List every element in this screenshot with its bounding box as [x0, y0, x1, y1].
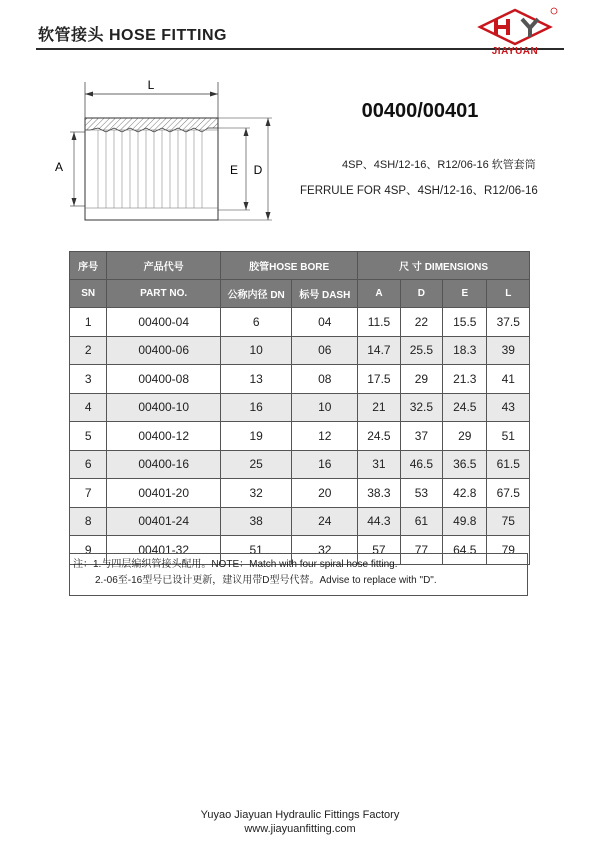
table-cell: 36.5	[443, 450, 487, 479]
table-cell: 17.5	[358, 365, 400, 394]
table-cell: 32	[292, 536, 358, 565]
table-cell: 77	[400, 536, 442, 565]
header-l: L	[487, 280, 530, 308]
table-cell: 25	[221, 450, 292, 479]
table-cell: 04	[292, 308, 358, 337]
table-cell: 51	[221, 536, 292, 565]
table-cell: 00400-10	[107, 393, 221, 422]
table-cell: 64.5	[443, 536, 487, 565]
header-part-no: PART NO.	[107, 280, 221, 308]
table-cell: 32	[221, 479, 292, 508]
table-cell: 57	[358, 536, 400, 565]
table-cell: 20	[292, 479, 358, 508]
header-e: E	[443, 280, 487, 308]
table-cell: 32.5	[400, 393, 442, 422]
table-cell: 10	[221, 336, 292, 365]
footer	[0, 808, 600, 836]
table-cell: 24	[292, 507, 358, 536]
header-dimensions: 尺 寸 DIMENSIONS	[358, 252, 530, 280]
table-cell: 43	[487, 393, 530, 422]
table-cell: 61.5	[487, 450, 530, 479]
table-row	[70, 450, 530, 479]
header-sn-cn: 序号	[70, 252, 107, 280]
table-cell: 16	[292, 450, 358, 479]
spec-table	[69, 251, 530, 565]
table-cell: 21	[358, 393, 400, 422]
dim-label-e: E	[229, 163, 239, 177]
table-cell: 29	[400, 365, 442, 394]
table-cell: 00401-20	[107, 479, 221, 508]
footer-website: www.jiayuanfitting.com	[244, 823, 356, 835]
header-dash: 标号 DASH	[292, 280, 358, 308]
table-cell: 4	[70, 393, 107, 422]
table-cell: 00400-12	[107, 422, 221, 451]
table-cell: 67.5	[487, 479, 530, 508]
brand-name: JIAYUAN	[491, 46, 539, 57]
table-cell: 00400-06	[107, 336, 221, 365]
table-row	[70, 507, 530, 536]
dim-label-d: D	[253, 163, 263, 177]
ferrule-drawing	[50, 70, 285, 240]
table-cell: 1	[70, 308, 107, 337]
table-cell: 7	[70, 479, 107, 508]
header-a: A	[358, 280, 400, 308]
table-cell: 2	[70, 336, 107, 365]
brand-logo	[470, 6, 560, 48]
table-cell: 5	[70, 422, 107, 451]
table-cell: 15.5	[443, 308, 487, 337]
table-cell: 21.3	[443, 365, 487, 394]
table-cell: 00401-24	[107, 507, 221, 536]
dim-label-a: A	[54, 160, 64, 174]
table-row	[70, 422, 530, 451]
table-row	[70, 308, 530, 337]
table-row	[70, 393, 530, 422]
table-cell: 00400-08	[107, 365, 221, 394]
table-cell: 00401-32	[107, 536, 221, 565]
note-2: 2.-06至-16型号已设计更新，建议用带D型号代替。Advise to replace with "D".	[95, 575, 437, 586]
table-cell: 18.3	[443, 336, 487, 365]
table-cell: 11.5	[358, 308, 400, 337]
table-cell: 08	[292, 365, 358, 394]
header-sn: SN	[70, 280, 107, 308]
note-1: 注：1.与四层编织管接头配用。NOTE：Match with four spiral hose fitting.	[73, 559, 398, 570]
table-cell: 00400-16	[107, 450, 221, 479]
dim-label-l: L	[147, 78, 155, 92]
table-cell: 29	[443, 422, 487, 451]
table-cell: 13	[221, 365, 292, 394]
page-title: 软管接头 HOSE FITTING	[38, 27, 227, 44]
model-number: 00400/00401	[361, 100, 479, 122]
table-cell: 22	[400, 308, 442, 337]
table-cell: 38.3	[358, 479, 400, 508]
table-cell: 8	[70, 507, 107, 536]
table-cell: 41	[487, 365, 530, 394]
header-d: D	[400, 280, 442, 308]
table-cell: 51	[487, 422, 530, 451]
header-part-cn: 产品代号	[107, 252, 221, 280]
table-cell: 37.5	[487, 308, 530, 337]
header-dn: 公称内径 DN	[221, 280, 292, 308]
table-cell: 31	[358, 450, 400, 479]
table-cell: 44.3	[358, 507, 400, 536]
table-cell: 49.8	[443, 507, 487, 536]
table-cell: 06	[292, 336, 358, 365]
table-cell: 75	[487, 507, 530, 536]
table-cell: 19	[221, 422, 292, 451]
table-cell: 53	[400, 479, 442, 508]
table-cell: 79	[487, 536, 530, 565]
table-cell: 9	[70, 536, 107, 565]
table-cell: 37	[400, 422, 442, 451]
table-row	[70, 336, 530, 365]
table-cell: 24.5	[443, 393, 487, 422]
table-cell: 6	[70, 450, 107, 479]
table-cell: 24.5	[358, 422, 400, 451]
table-cell: 14.7	[358, 336, 400, 365]
table-row	[70, 479, 530, 508]
table-cell: 3	[70, 365, 107, 394]
header-hose-bore: 胶管HOSE BORE	[221, 252, 358, 280]
table-cell: 46.5	[400, 450, 442, 479]
footer-company: Yuyao Jiayuan Hydraulic Fittings Factory	[200, 809, 400, 821]
table-cell: 39	[487, 336, 530, 365]
table-cell: 42.8	[443, 479, 487, 508]
table-cell: 25.5	[400, 336, 442, 365]
table-cell: 6	[221, 308, 292, 337]
subtitle-cn: 4SP、4SH/12-16、R12/06-16 软管套筒	[342, 159, 536, 171]
table-cell: 61	[400, 507, 442, 536]
table-cell: 10	[292, 393, 358, 422]
notes-box	[69, 553, 528, 596]
table-cell: 38	[221, 507, 292, 536]
table-body	[70, 308, 530, 565]
table-cell: 00400-04	[107, 308, 221, 337]
subtitle-en: FERRULE FOR 4SP、4SH/12-16、R12/06-16	[300, 185, 538, 197]
table-cell: 12	[292, 422, 358, 451]
table-cell: 16	[221, 393, 292, 422]
table-row	[70, 365, 530, 394]
